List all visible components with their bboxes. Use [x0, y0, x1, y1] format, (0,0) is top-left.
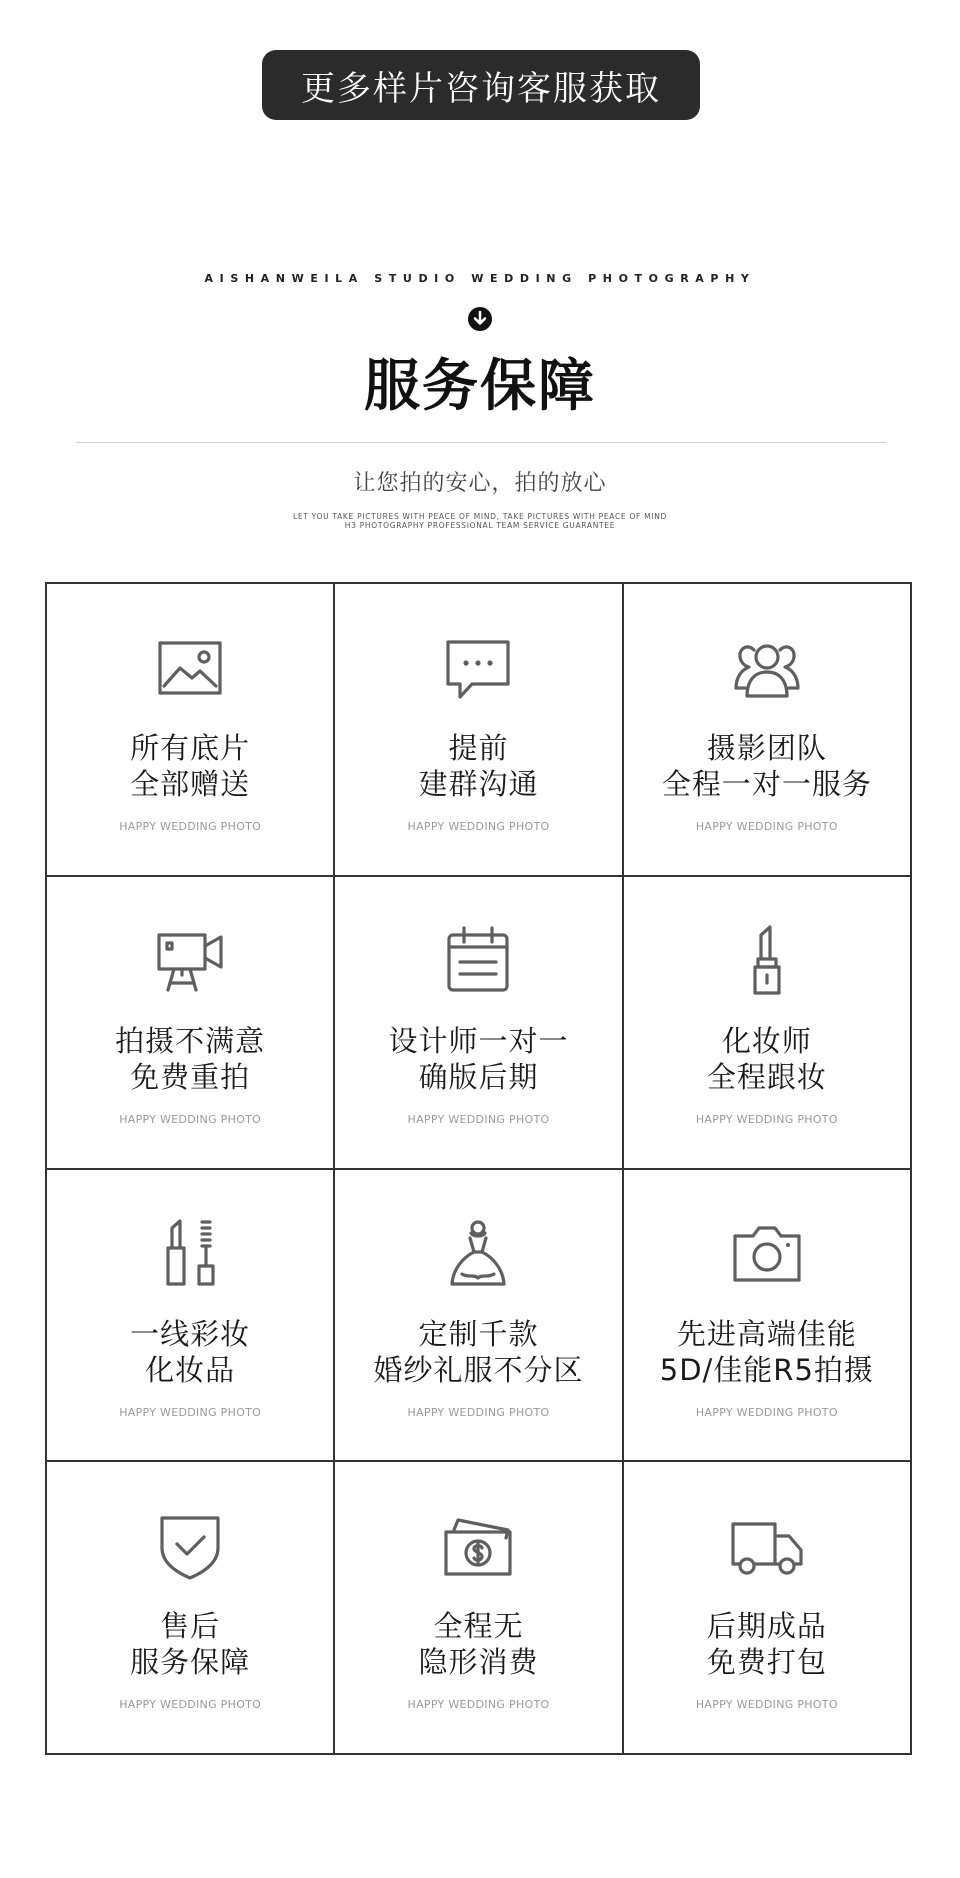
service-caption: HAPPY WEDDING PHOTO [119, 1698, 262, 1712]
shield-check-icon [152, 1508, 228, 1584]
truck-icon [729, 1508, 805, 1584]
divider [76, 442, 886, 443]
chat-bubble-icon [440, 630, 516, 706]
fine-print-line-1: LET YOU TAKE PICTURES WITH PEACE OF MIND, TAKE PICTURES WITH PEACE OF MIND [292, 512, 668, 521]
team-icon [729, 630, 805, 706]
fine-print-line-2: H3 PHOTOGRAPHY PROFESSIONAL TEAM SERVICE GUARANTEE [344, 521, 616, 530]
service-card [47, 1462, 335, 1755]
service-caption: HAPPY WEDDING PHOTO [695, 1112, 838, 1126]
service-title-line2: 隐形消费 [418, 1645, 539, 1680]
service-title-line2: 服务保障 [130, 1645, 251, 1680]
service-card [335, 1170, 623, 1463]
service-title-line2: 确版后期 [418, 1059, 539, 1094]
arrow-down-circle-icon [467, 306, 493, 332]
consult-banner[interactable]: 更多样片咨询客服获取 [262, 50, 700, 120]
service-title-line2: 免费打包 [706, 1645, 827, 1680]
cosmetics-icon [152, 1216, 228, 1292]
studio-tagline: AISHANWEILA STUDIO WEDDING PHOTOGRAPHY [204, 272, 756, 285]
service-card [335, 1462, 623, 1755]
service-caption: HAPPY WEDDING PHOTO [407, 1405, 550, 1419]
service-title-line1: 后期成品 [706, 1609, 827, 1644]
service-caption: HAPPY WEDDING PHOTO [119, 1405, 262, 1419]
service-title-line2: 全程一对一服务 [661, 767, 872, 801]
service-title-line2: 5D/佳能R5拍摄 [659, 1352, 874, 1387]
service-card [47, 877, 335, 1170]
section-subtitle: 让您拍的安心，拍的放心 [353, 471, 607, 496]
service-title-line1: 先进高端佳能 [676, 1316, 857, 1351]
service-card [624, 1462, 912, 1755]
fine-print [0, 512, 960, 530]
service-title-line1: 所有底片 [130, 731, 251, 765]
money-icon [440, 1508, 516, 1584]
service-caption: HAPPY WEDDING PHOTO [407, 820, 550, 833]
service-card [47, 1170, 335, 1463]
service-caption: HAPPY WEDDING PHOTO [407, 1698, 550, 1712]
service-card [335, 584, 623, 877]
service-card [624, 584, 912, 877]
service-title-line2: 全程跟妆 [706, 1059, 827, 1094]
service-title-line1: 售后 [160, 1609, 221, 1644]
service-grid [45, 582, 912, 1755]
service-caption: HAPPY WEDDING PHOTO [119, 1112, 262, 1126]
service-title-line1: 摄影团队 [706, 731, 827, 765]
calendar-icon [440, 923, 516, 999]
service-title-line1: 化妆师 [721, 1023, 812, 1058]
section-title: 服务保障 [364, 354, 596, 419]
lipstick-icon [729, 923, 805, 999]
service-caption: HAPPY WEDDING PHOTO [407, 1112, 550, 1126]
service-title-line1: 全程无 [433, 1609, 524, 1644]
service-card [624, 1170, 912, 1463]
image-icon [152, 630, 228, 706]
service-caption: HAPPY WEDDING PHOTO [695, 1405, 838, 1419]
service-title-line1: 设计师一对一 [388, 1023, 569, 1058]
wedding-dress-icon [440, 1216, 516, 1292]
service-title-line1: 定制千款 [418, 1316, 539, 1351]
camera-icon [729, 1216, 805, 1292]
service-card [47, 584, 335, 877]
service-title-line2: 免费重拍 [130, 1059, 251, 1094]
service-card [335, 877, 623, 1170]
service-caption: HAPPY WEDDING PHOTO [695, 820, 838, 833]
service-title-line2: 婚纱礼服不分区 [373, 1352, 584, 1387]
service-title-line1: 一线彩妆 [130, 1316, 251, 1351]
video-camera-icon [152, 923, 228, 999]
service-card [624, 877, 912, 1170]
service-title-line2: 全部赠送 [130, 767, 251, 801]
service-caption: HAPPY WEDDING PHOTO [695, 1698, 838, 1712]
service-title-line2: 化妆品 [145, 1352, 236, 1387]
service-caption: HAPPY WEDDING PHOTO [119, 820, 262, 833]
service-title-line2: 建群沟通 [418, 767, 539, 801]
service-title-line1: 拍摄不满意 [115, 1023, 266, 1058]
service-title-line1: 提前 [448, 731, 509, 765]
